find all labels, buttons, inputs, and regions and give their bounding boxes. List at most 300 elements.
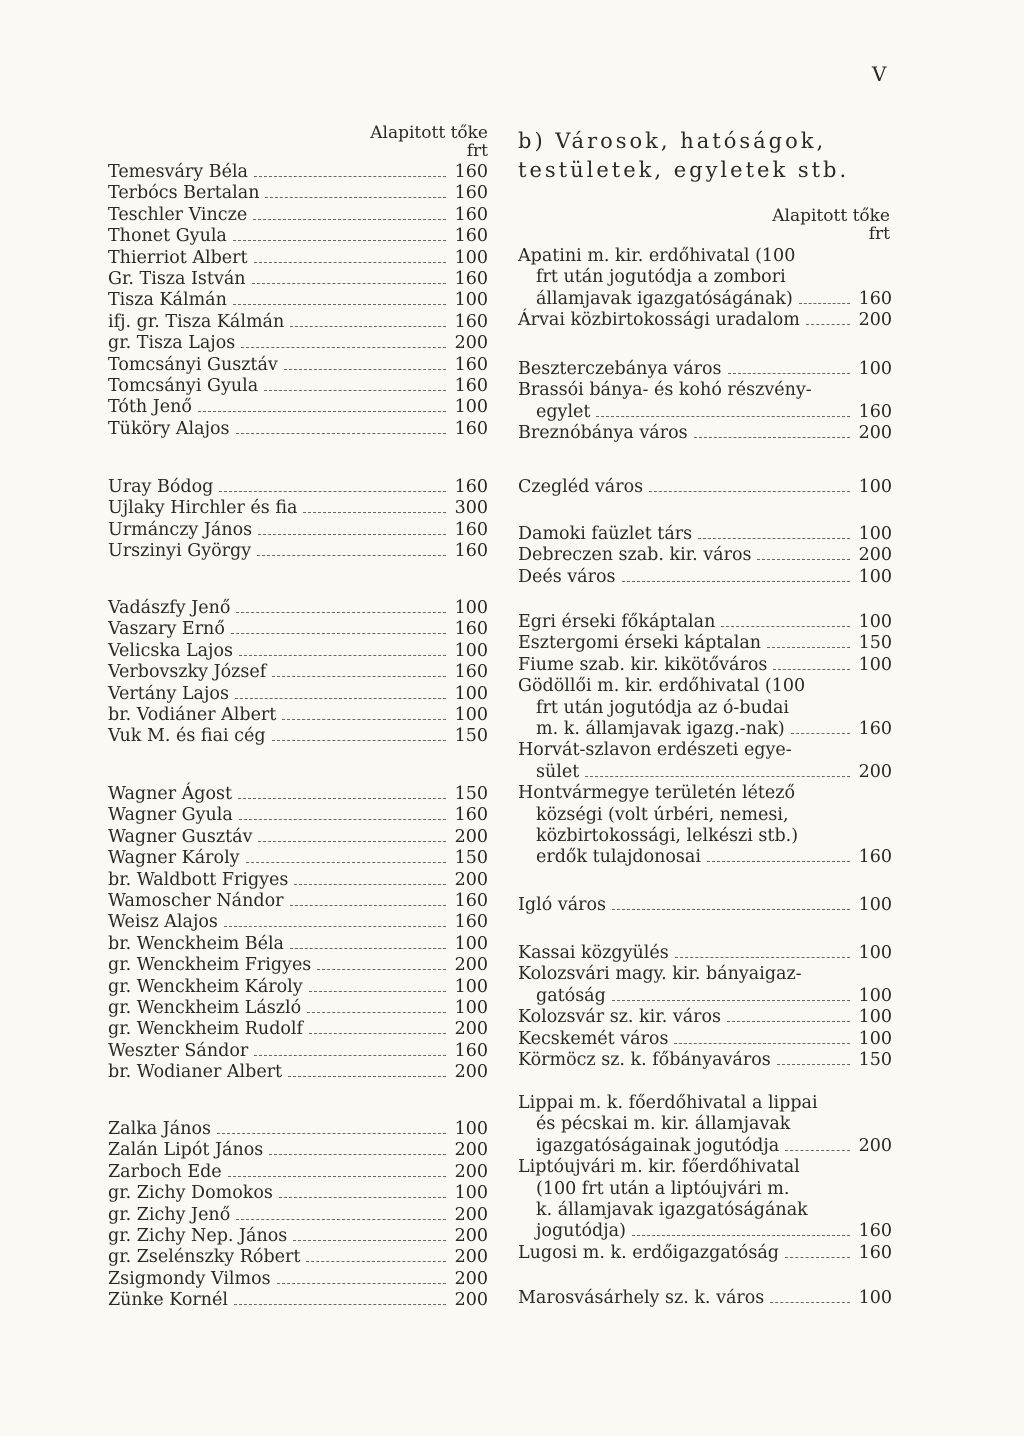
entry-text-line: Apatini m. kir. erdőhivatal (100 — [518, 246, 796, 266]
capital-value: 160 — [858, 847, 892, 868]
entry-name: jogutódja) — [536, 1221, 626, 1242]
right-group-i — [518, 895, 892, 916]
leader-dots — [727, 1021, 850, 1022]
entry-row — [108, 333, 488, 354]
entry-name: Fiume szab. kir. kikötőváros — [518, 654, 768, 675]
entry-row — [518, 359, 892, 380]
leader-dots — [269, 1154, 446, 1155]
capital-value: 160 — [858, 401, 892, 422]
leader-dots — [254, 176, 446, 177]
entry-row — [108, 477, 488, 498]
right-group-a — [518, 246, 892, 332]
entry-text-line: Liptóujvári m. kir. főerdőhivatal — [518, 1157, 800, 1178]
entry-row — [518, 633, 892, 654]
right-group-e-h — [518, 612, 892, 869]
entry-row — [518, 655, 892, 676]
entry-row — [108, 205, 488, 226]
entry-name: Zalka János — [108, 1119, 212, 1139]
entry-name: Tomcsányi Gusztáv — [108, 354, 278, 375]
leader-dots — [290, 905, 447, 906]
entry-row — [108, 397, 488, 418]
capital-value: 200 — [858, 423, 892, 444]
institution-entry — [518, 1157, 892, 1243]
leader-dots — [257, 555, 446, 556]
entry-row — [108, 705, 488, 726]
leader-dots — [585, 776, 850, 777]
leader-dots — [217, 1133, 446, 1134]
entry-row — [108, 977, 488, 998]
entry-row — [108, 498, 488, 519]
entry-name: Verbovszky József — [108, 662, 267, 683]
capital-value: 100 — [454, 598, 488, 618]
leader-dots — [596, 416, 850, 417]
entry-text-line: Horvát-szlavon erdészeti egye- — [518, 740, 792, 761]
entry-row — [108, 226, 488, 247]
capital-value: 300 — [454, 498, 488, 519]
entry-row — [518, 402, 892, 423]
entry-row — [108, 726, 488, 747]
entry-name: Lugosi m. k. erdőigazgatóság — [518, 1242, 779, 1263]
entry-row — [518, 1007, 892, 1028]
entry-text-line: közbirtokossági, lelkészi stb.) — [536, 825, 799, 846]
capital-value: 160 — [454, 375, 488, 396]
leader-dots — [198, 411, 446, 412]
capital-value: 200 — [858, 761, 892, 782]
right-group-c — [518, 477, 892, 498]
entry-name: Weszter Sándor — [108, 1040, 249, 1061]
leader-dots — [674, 1043, 850, 1044]
institution-entry — [518, 524, 892, 545]
capital-value: 100 — [454, 640, 488, 661]
entry-row — [108, 912, 488, 933]
left-header-line2: frt — [466, 141, 488, 161]
entry-name: Zsigmondy Vilmos — [108, 1268, 271, 1289]
leader-dots — [290, 326, 446, 327]
entry-row — [518, 1288, 892, 1309]
leader-dots — [721, 626, 850, 627]
leader-dots — [757, 559, 850, 560]
capital-value: 200 — [454, 955, 488, 976]
leader-dots — [799, 303, 850, 304]
leader-dots — [632, 1235, 850, 1236]
capital-value: 200 — [454, 1062, 488, 1083]
entry-row — [518, 895, 892, 916]
entry-name: Tomcsányi Gyula — [108, 375, 259, 396]
leader-dots — [258, 841, 446, 842]
leader-dots — [707, 861, 850, 862]
entry-row — [108, 598, 488, 619]
capital-value: 150 — [454, 726, 488, 747]
institution-entry — [518, 545, 892, 566]
capital-value: 100 — [454, 397, 488, 418]
entry-row — [108, 269, 488, 290]
entry-name: erdők tulajdonosai — [536, 847, 701, 868]
right-group-b — [518, 359, 892, 445]
leader-dots — [265, 197, 446, 198]
entry-name: Breznóbánya város — [518, 423, 688, 444]
left-capital-header — [348, 124, 488, 160]
leader-dots — [254, 1055, 446, 1056]
entry-name: br. Wodianer Albert — [108, 1062, 283, 1083]
entry-name: egylet — [536, 401, 591, 422]
entry-row — [108, 619, 488, 640]
institution-entry — [518, 1093, 892, 1157]
entry-name: Velicska Lajos — [108, 640, 233, 661]
capital-value: 200 — [454, 1019, 488, 1040]
entry-row — [108, 784, 488, 805]
entry-row — [108, 355, 488, 376]
capital-value: 100 — [858, 477, 892, 497]
entry-row — [518, 423, 892, 444]
leader-dots — [239, 819, 446, 820]
entry-text-line: (100 frt után a liptóujvári m. — [536, 1178, 790, 1199]
leader-dots — [622, 581, 851, 582]
entry-name: Tóth Jenő — [108, 397, 192, 418]
capital-value: 160 — [454, 418, 488, 439]
entry-name: Vuk M. és fiai cég — [108, 726, 266, 747]
leader-dots — [231, 633, 446, 634]
leader-dots — [309, 991, 446, 992]
entry-row — [108, 541, 488, 562]
leader-dots — [309, 1033, 446, 1034]
entry-row — [108, 805, 488, 826]
page-number: V — [872, 62, 887, 86]
entry-name: Wagner Gyula — [108, 805, 233, 826]
entry-name: Urszinyi György — [108, 541, 252, 562]
capital-value: 150 — [858, 633, 892, 654]
entry-row — [108, 1269, 488, 1290]
entry-text-line: és pécskai m. kir. államjavak — [536, 1114, 791, 1135]
leader-dots — [236, 433, 446, 434]
capital-value: 160 — [454, 204, 488, 225]
right-group-k — [518, 943, 892, 1071]
left-group-z — [108, 1119, 488, 1312]
entry-row — [108, 183, 488, 204]
entry-row — [518, 1029, 892, 1050]
entry-row — [108, 162, 488, 183]
entry-name: Weisz Alajos — [108, 912, 218, 933]
institution-entry — [518, 246, 892, 310]
capital-value: 100 — [454, 290, 488, 311]
entry-name: Wamoscher Nándor — [108, 890, 284, 911]
entry-name: Uray Bódog — [108, 477, 214, 497]
entry-name: Esztergomi érseki káptalan — [518, 633, 762, 654]
entry-row — [108, 1019, 488, 1040]
entry-name: Kassai közgyülés — [518, 943, 669, 963]
entry-name: Thonet Gyula — [108, 226, 227, 247]
entry-name: gr. Zichy Jenő — [108, 1204, 231, 1225]
capital-value: 200 — [454, 869, 488, 890]
leader-dots — [770, 1302, 850, 1303]
right-group-d — [518, 524, 892, 588]
leader-dots — [282, 719, 446, 720]
entry-row — [108, 1119, 488, 1140]
leader-dots — [288, 1076, 446, 1077]
entry-row — [518, 719, 892, 740]
capital-value: 100 — [858, 654, 892, 675]
entry-row — [108, 312, 488, 333]
entry-name: Tüköry Alajos — [108, 418, 230, 439]
institution-entry — [518, 633, 892, 654]
capital-value: 200 — [454, 1268, 488, 1289]
capital-value: 160 — [454, 519, 488, 540]
entry-name: gr. Wenckheim Frigyes — [108, 955, 312, 976]
leader-dots — [290, 948, 446, 949]
entry-name: gr. Tisza Lajos — [108, 333, 236, 354]
entry-row — [108, 684, 488, 705]
capital-value: 160 — [858, 288, 892, 309]
leader-dots — [252, 283, 446, 284]
leader-dots — [219, 491, 446, 492]
capital-value: 200 — [454, 1161, 488, 1182]
entry-row — [108, 998, 488, 1019]
leader-dots — [649, 491, 850, 492]
capital-value: 100 — [858, 1288, 892, 1308]
leader-dots — [258, 534, 446, 535]
entry-text-line: frt után jogutódja a zombori — [536, 267, 786, 288]
institution-entry — [518, 310, 892, 331]
capital-value: 100 — [454, 247, 488, 268]
left-group-u — [108, 477, 488, 563]
capital-value: 200 — [454, 826, 488, 847]
institution-entry — [518, 1029, 892, 1050]
leader-dots — [791, 733, 850, 734]
right-group-l — [518, 1093, 892, 1264]
leader-dots — [306, 1261, 446, 1262]
entry-name: Wagner Károly — [108, 848, 240, 869]
capital-value: 160 — [454, 1040, 488, 1061]
entry-name: ifj. gr. Tisza Kálmán — [108, 311, 285, 332]
capital-value: 150 — [454, 784, 488, 804]
capital-value: 100 — [454, 933, 488, 954]
capital-value: 200 — [454, 1225, 488, 1246]
entry-name: Debreczen szab. kir. város — [518, 545, 752, 566]
section-title-line1: b) Városok, hatóságok, — [518, 129, 827, 153]
entry-name: Damoki faüzlet társ — [518, 524, 693, 544]
capital-value: 100 — [454, 1183, 488, 1204]
entry-name: Zalán Lipót János — [108, 1140, 264, 1161]
entry-text-line: községi (volt úrbéri, nemesi, — [536, 804, 789, 825]
institution-entry — [518, 359, 892, 380]
entry-name: br. Waldbott Frigyes — [108, 869, 289, 890]
capital-value: 200 — [454, 1204, 488, 1225]
capital-value: 100 — [454, 683, 488, 704]
leader-dots — [238, 798, 446, 799]
entry-row — [108, 848, 488, 869]
entry-row — [108, 1290, 488, 1311]
entry-name: br. Wenckheim Béla — [108, 933, 284, 954]
leader-dots — [293, 1240, 446, 1241]
capital-value: 160 — [858, 1221, 892, 1242]
leader-dots — [612, 909, 850, 910]
entry-name: Czegléd város — [518, 477, 644, 497]
leader-dots — [303, 512, 446, 513]
entry-row — [108, 891, 488, 912]
capital-value: 100 — [858, 566, 892, 587]
leader-dots — [694, 437, 850, 438]
entry-text-line: Kolozsvári magy. kir. bányaigaz- — [518, 964, 802, 985]
entry-name: igazgatóságainak jogutódja — [536, 1135, 780, 1156]
entry-name: gr. Wenckheim László — [108, 997, 302, 1018]
capital-value: 160 — [454, 226, 488, 247]
entry-row — [108, 955, 488, 976]
capital-value: 200 — [454, 333, 488, 354]
entry-name: Beszterczebánya város — [518, 359, 722, 379]
capital-value: 160 — [454, 912, 488, 933]
capital-value: 100 — [858, 612, 892, 632]
institution-entry — [518, 423, 892, 444]
capital-value: 100 — [858, 1007, 892, 1028]
entry-name: Urmánczy János — [108, 519, 253, 540]
entry-row — [108, 870, 488, 891]
institution-entry — [518, 380, 892, 423]
leader-dots — [773, 669, 850, 670]
entry-name: gr. Zselénszky Róbert — [108, 1247, 301, 1268]
institution-entry — [518, 1050, 892, 1071]
entry-row — [108, 1140, 488, 1161]
capital-value: 200 — [454, 1290, 488, 1311]
right-header-line1: Alapitott tőke — [772, 206, 890, 226]
capital-value: 100 — [454, 1119, 488, 1139]
entry-name: Kolozsvár sz. kir. város — [518, 1007, 722, 1028]
institution-entry — [518, 655, 892, 676]
entry-name: gr. Wenckheim Károly — [108, 976, 303, 997]
entry-row — [108, 1041, 488, 1062]
entry-name: Thierriot Albert — [108, 247, 248, 268]
leader-dots — [728, 373, 850, 374]
entry-row — [108, 934, 488, 955]
leader-dots — [253, 219, 446, 220]
leader-dots — [224, 926, 446, 927]
capital-value: 100 — [454, 704, 488, 725]
entry-row — [108, 641, 488, 662]
entry-name: Deés város — [518, 566, 616, 587]
entry-row — [108, 1247, 488, 1268]
entry-name: Wagner Gusztáv — [108, 826, 253, 847]
capital-value: 160 — [454, 477, 488, 497]
entry-text-line: k. államjavak igazgatóságának — [536, 1199, 808, 1220]
leader-dots — [317, 969, 446, 970]
entry-name: Ujlaky Hirchler és fia — [108, 498, 298, 519]
entry-row — [518, 477, 892, 498]
leader-dots — [277, 1283, 446, 1284]
capital-value: 160 — [454, 541, 488, 562]
entry-name: gr. Wenckheim Rudolf — [108, 1019, 304, 1040]
entry-row — [518, 545, 892, 566]
left-group-v — [108, 598, 488, 748]
entry-row — [518, 524, 892, 545]
entry-row — [518, 289, 892, 310]
right-group-m — [518, 1288, 892, 1309]
institution-entry — [518, 943, 892, 964]
entry-name: Körmöcz sz. k. főbányaváros — [518, 1049, 771, 1070]
entry-name: gr. Zichy Domokos — [108, 1183, 273, 1204]
entry-text-line: Brassói bánya- és kohó részvény- — [518, 380, 812, 401]
entry-name: Zarboch Ede — [108, 1161, 222, 1182]
entry-name: br. Vodiáner Albert — [108, 704, 277, 725]
institution-entry — [518, 676, 892, 740]
leader-dots — [235, 698, 446, 699]
entry-name: Kecskemét város — [518, 1028, 669, 1049]
entry-text-line: Lippai m. k. főerdőhivatal a lippai — [518, 1093, 818, 1113]
entry-name: gr. Zichy Nep. János — [108, 1225, 288, 1246]
capital-value: 160 — [454, 268, 488, 289]
institution-entry — [518, 612, 892, 633]
entry-row — [108, 376, 488, 397]
entry-name: Vertány Lajos — [108, 683, 229, 704]
institution-entry — [518, 1243, 892, 1264]
entry-row — [518, 1136, 892, 1157]
capital-value: 160 — [454, 805, 488, 826]
capital-value: 200 — [454, 1140, 488, 1161]
entry-name: Tisza Kálmán — [108, 290, 227, 311]
institution-entry — [518, 895, 892, 916]
leader-dots — [241, 347, 446, 348]
leader-dots — [228, 1176, 446, 1177]
capital-value: 100 — [858, 359, 892, 379]
entry-text-line: frt után jogutódja az ó-budai — [536, 697, 790, 718]
leader-dots — [246, 862, 446, 863]
left-group-w — [108, 784, 488, 1083]
capital-value: 200 — [858, 310, 892, 331]
leader-dots — [785, 1150, 850, 1151]
entry-row — [108, 1226, 488, 1247]
leader-dots — [785, 1257, 850, 1258]
capital-value: 200 — [858, 545, 892, 566]
entry-row — [108, 1062, 488, 1083]
entry-row — [108, 1162, 488, 1183]
entry-name: sület — [536, 761, 580, 782]
entry-row — [518, 1221, 892, 1242]
entry-name: Zünke Kornél — [108, 1290, 228, 1311]
capital-value: 160 — [454, 619, 488, 640]
capital-value: 100 — [858, 524, 892, 544]
entry-row — [108, 1183, 488, 1204]
entry-row — [518, 986, 892, 1007]
institution-entry — [518, 1288, 892, 1309]
institution-entry — [518, 477, 892, 498]
capital-value: 150 — [454, 848, 488, 869]
entry-row — [518, 612, 892, 633]
institution-entry — [518, 783, 892, 869]
entry-row — [108, 520, 488, 541]
entry-name: Gr. Tisza István — [108, 268, 246, 289]
capital-value: 200 — [858, 1135, 892, 1156]
capital-value: 150 — [858, 1049, 892, 1070]
entry-name: Vaszary Ernő — [108, 619, 225, 640]
institution-entry — [518, 567, 892, 588]
institution-entry — [518, 740, 892, 783]
right-capital-header — [748, 207, 890, 243]
entry-row — [108, 419, 488, 440]
entry-text-line: Hontvármegye területén létező — [518, 783, 796, 804]
entry-row — [518, 1050, 892, 1071]
entry-name: Vadászfy Jenő — [108, 598, 231, 618]
left-header-line1: Alapitott tőke — [370, 123, 488, 143]
leader-dots — [675, 957, 850, 958]
leader-dots — [279, 1197, 446, 1198]
leader-dots — [264, 390, 446, 391]
entry-row — [108, 827, 488, 848]
entry-name: Egri érseki főkáptalan — [518, 612, 716, 632]
entry-name: m. k. államjavak igazg.-nak) — [536, 718, 785, 739]
leader-dots — [272, 676, 446, 677]
institution-entry — [518, 1007, 892, 1028]
capital-value: 100 — [454, 976, 488, 997]
leader-dots — [698, 538, 850, 539]
entry-name: Temesváry Béla — [108, 162, 248, 182]
capital-value: 160 — [454, 311, 488, 332]
